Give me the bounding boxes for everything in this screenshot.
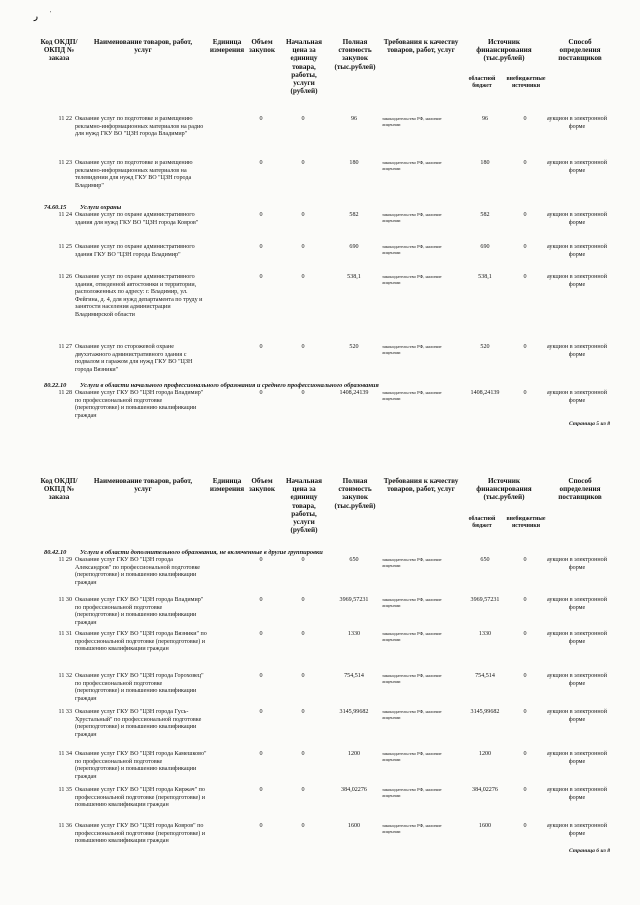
row-full-cost: 754,514 xyxy=(344,673,364,679)
row-source-regional: 690 xyxy=(480,244,490,250)
row-initial-price: 0 xyxy=(301,631,305,637)
row-name: Оказание услуг ГКУ ВО "ЦЗН города Камешково" по профессиональной подготовке (переподготовке) и повышению квалификации граждан xyxy=(75,751,207,780)
row-method: аукцион в электронной форме xyxy=(547,344,607,358)
row-source-extra: 0 xyxy=(523,823,527,829)
row-method: аукцион в электронной форме xyxy=(547,160,607,174)
row-name: Оказание услуг ГКУ ВО "ЦЗН города Киржач" по профессиональной подготовке (переподготовке) и повышению квалификации граждан xyxy=(75,787,206,808)
row-name: Оказание услуг по охране административного здания для нужд ГКУ ВО "ЦЗН города Ковров" xyxy=(75,212,199,226)
row-requirements: законодательство РФ, наличие лицензии xyxy=(382,673,442,684)
row-source-extra: 0 xyxy=(523,212,527,218)
corner-mark: ر xyxy=(34,12,38,21)
row-name: Оказание услуг ГКУ ВО "ЦЗН города Александров" по профессиональной подготовке (переподготовке) и повышению квалификации граждан xyxy=(75,557,200,586)
row-source-regional: 1408,24139 xyxy=(470,390,500,396)
row-full-cost: 520 xyxy=(349,344,359,350)
row-full-cost: 96 xyxy=(350,116,358,122)
row-source-extra: 0 xyxy=(523,390,527,396)
row-full-cost: 3969,57231 xyxy=(339,597,369,603)
header-source-regional: областной бюджет xyxy=(468,516,496,529)
row-full-cost: 1408,24139 xyxy=(339,390,369,396)
row-method: аукцион в электронной форме xyxy=(547,787,607,801)
row-initial-price: 0 xyxy=(301,160,305,166)
row-volume: 0 xyxy=(259,823,263,829)
row-initial-price: 0 xyxy=(301,751,305,757)
row-source-regional: 1200 xyxy=(478,751,492,757)
row-volume: 0 xyxy=(259,116,263,122)
row-volume: 0 xyxy=(259,390,263,396)
row-full-cost: 582 xyxy=(349,212,359,218)
row-method: аукцион в электронной форме xyxy=(547,751,607,765)
section-code: 80.42.10 xyxy=(44,549,67,556)
row-code: 11 32 xyxy=(58,673,72,679)
header-name: Наименование товаров, работ, услуг xyxy=(93,38,193,55)
row-method: аукцион в электронной форме xyxy=(547,274,607,288)
row-code: 11 35 xyxy=(58,787,72,793)
section-code: 74.60.15 xyxy=(44,204,67,211)
page-number: Страница 6 из 8 xyxy=(569,848,610,854)
row-name: Оказание услуг ГКУ ВО "ЦЗН города Гусь-Хрустальный" по профессиональной подготовке (переподготовке) и повышению квалификации граждан xyxy=(75,709,202,738)
row-requirements: законодательство РФ, наличие лицензии xyxy=(382,751,442,762)
row-requirements: законодательство РФ, наличие лицензии xyxy=(382,787,442,798)
header-volume: Объем закупок xyxy=(249,477,275,494)
row-source-extra: 0 xyxy=(523,344,527,350)
row-volume: 0 xyxy=(259,212,263,218)
row-initial-price: 0 xyxy=(301,344,305,350)
header-code: Код ОКДП/ ОКПД № заказа xyxy=(40,38,78,63)
row-name: Оказание услуг по подготовке и размещению рекламно-информационных материалов на радио для нужд ГКУ ВО "ЦЗН города Владимир" xyxy=(75,116,204,137)
row-name: Оказание услуг ГКУ ВО "ЦЗН города Вязники" по профессиональной подготовке (переподготовке) и повышению квалификации граждан xyxy=(75,631,207,652)
row-source-extra: 0 xyxy=(523,116,527,122)
row-code: 11 34 xyxy=(58,751,72,757)
row-requirements: законодательство РФ, наличие лицензии xyxy=(382,631,442,642)
header-volume: Объем закупок xyxy=(249,38,275,55)
row-initial-price: 0 xyxy=(301,390,305,396)
row-code: 11 29 xyxy=(58,557,72,563)
row-full-cost: 690 xyxy=(349,244,359,250)
row-volume: 0 xyxy=(259,244,263,250)
row-initial-price: 0 xyxy=(301,212,305,218)
row-full-cost: 650 xyxy=(349,557,359,563)
section-title: Услуги в области дополнительного образования, не включенные в другие группировки xyxy=(80,549,323,556)
row-volume: 0 xyxy=(259,787,263,793)
row-volume: 0 xyxy=(259,751,263,757)
header-requirements: Требования к качеству товаров, работ, услуг xyxy=(383,38,459,55)
document-page-6 xyxy=(0,465,640,905)
row-source-regional: 520 xyxy=(480,344,490,350)
row-source-extra: 0 xyxy=(523,673,527,679)
header-source-extra: внебюджетные источники xyxy=(506,516,546,529)
row-initial-price: 0 xyxy=(301,787,305,793)
row-source-regional: 96 xyxy=(481,116,489,122)
row-full-cost: 538,1 xyxy=(347,274,361,280)
row-full-cost: 1330 xyxy=(347,631,361,637)
row-volume: 0 xyxy=(259,597,263,603)
row-source-regional: 3969,57231 xyxy=(470,597,500,603)
row-source-extra: 0 xyxy=(523,244,527,250)
row-volume: 0 xyxy=(259,557,263,563)
row-method: аукцион в электронной форме xyxy=(547,823,607,837)
row-source-regional: 3145,99682 xyxy=(470,709,500,715)
row-code: 11 33 xyxy=(58,709,72,715)
row-source-regional: 754,514 xyxy=(475,673,495,679)
row-volume: 0 xyxy=(259,673,263,679)
row-source-extra: 0 xyxy=(523,597,527,603)
row-code: 11 30 xyxy=(58,597,72,603)
row-code: 11 36 xyxy=(58,823,72,829)
corner-mark-dot: ' xyxy=(50,11,52,17)
row-method: аукцион в электронной форме xyxy=(547,244,607,258)
row-name: Оказание услуг по подготовке и размещению рекламно-информационных материалов на телевидении для нужд ГКУ ВО "ЦЗН города Владимир" xyxy=(75,160,193,189)
header-source-extra: внебюджетные источники xyxy=(506,76,546,89)
row-requirements: законодательство РФ, наличие лицензии xyxy=(382,344,442,355)
header-method: Способ определения поставщиков xyxy=(558,38,602,63)
row-initial-price: 0 xyxy=(301,274,305,280)
header-source: Источник финансирования (тыс.рублей) xyxy=(476,477,532,502)
header-source: Источник финансирования (тыс.рублей) xyxy=(476,38,532,63)
header-method: Способ определения поставщиков xyxy=(558,477,602,502)
row-full-cost: 1600 xyxy=(347,823,361,829)
row-source-regional: 650 xyxy=(480,557,490,563)
row-name: Оказание услуг ГКУ ВО "ЦЗН города Гороховец" по профессиональной подготовке (переподготовке) и повышению квалификации граждан xyxy=(75,673,204,702)
row-full-cost: 384,02276 xyxy=(341,787,367,793)
row-requirements: законодательство РФ, наличие лицензии xyxy=(382,709,442,720)
row-requirements: законодательство РФ, наличие лицензии xyxy=(382,597,442,608)
row-initial-price: 0 xyxy=(301,823,305,829)
row-code: 11 28 xyxy=(58,390,72,396)
row-volume: 0 xyxy=(259,274,263,280)
row-source-regional: 1330 xyxy=(478,631,492,637)
row-source-regional: 1600 xyxy=(478,823,492,829)
header-initial-price: Начальная цена за единицу товара, работы, услуги (рублей) xyxy=(285,38,323,96)
document-page-5 xyxy=(0,0,640,440)
row-method: аукцион в электронной форме xyxy=(547,709,607,723)
section-title: Услуги в области начального профессионального образования и среднего профессионального образования xyxy=(80,382,379,389)
header-unit: Единица измерения xyxy=(209,38,245,55)
header-initial-price: Начальная цена за единицу товара, работы, услуги (рублей) xyxy=(285,477,323,535)
row-source-regional: 538,1 xyxy=(478,274,492,280)
row-volume: 0 xyxy=(259,344,263,350)
row-method: аукцион в электронной форме xyxy=(547,212,607,226)
row-initial-price: 0 xyxy=(301,597,305,603)
row-source-extra: 0 xyxy=(523,631,527,637)
row-name: Оказание услуг по охране административного здания, отведенной автостоянки и территории, расположенных по адресу: г. Владимир, ул. Фейгина, д. 4, для нужд департамента по труду и занятости населения администрации Владимирской области xyxy=(75,274,203,318)
row-source-regional: 384,02276 xyxy=(472,787,498,793)
row-initial-price: 0 xyxy=(301,709,305,715)
row-source-extra: 0 xyxy=(523,274,527,280)
row-name: Оказание услуг по сторожевой охране двухэтажного административного здания с подвалом и гаражом для нужд ГКУ ВО "ЦЗН города Вязники" xyxy=(75,344,193,373)
header-full-cost: Полная стоимость закупок (тыс.рублей) xyxy=(334,477,376,510)
row-code: 11 31 xyxy=(58,631,72,637)
row-requirements: законодательство РФ, наличие лицензии xyxy=(382,274,442,285)
row-initial-price: 0 xyxy=(301,673,305,679)
row-source-regional: 180 xyxy=(480,160,490,166)
row-name: Оказание услуг по охране административного здания ГКУ ВО "ЦЗН города Владимир" xyxy=(75,244,195,258)
row-volume: 0 xyxy=(259,709,263,715)
row-initial-price: 0 xyxy=(301,116,305,122)
row-requirements: законодательство РФ, наличие лицензии xyxy=(382,390,442,401)
row-full-cost: 180 xyxy=(349,160,359,166)
header-code: Код ОКДП/ ОКПД № заказа xyxy=(40,477,78,502)
row-requirements: законодательство РФ, наличие лицензии xyxy=(382,212,442,223)
row-requirements: законодательство РФ, наличие лицензии xyxy=(382,244,442,255)
row-source-extra: 0 xyxy=(523,557,527,563)
row-method: аукцион в электронной форме xyxy=(547,116,607,130)
row-name: Оказание услуг ГКУ ВО "ЦЗН города Ковров" по профессиональной подготовке (переподготовке) и повышению квалификации граждан xyxy=(75,823,206,844)
row-code: 11 23 xyxy=(58,160,72,166)
row-requirements: законодательство РФ, наличие лицензии xyxy=(382,823,442,834)
row-full-cost: 3145,99682 xyxy=(339,709,369,715)
header-full-cost: Полная стоимость закупок (тыс.рублей) xyxy=(334,38,376,71)
section-code: 80.22.10 xyxy=(44,382,67,389)
row-requirements: законодательство РФ, наличие лицензии xyxy=(382,116,442,127)
row-method: аукцион в электронной форме xyxy=(547,673,607,687)
row-name: Оказание услуг ГКУ ВО "ЦЗН города Владимир" по профессиональной подготовке (переподготовке) и повышению квалификации граждан xyxy=(75,597,204,626)
row-source-extra: 0 xyxy=(523,709,527,715)
row-code: 11 27 xyxy=(58,344,72,350)
row-volume: 0 xyxy=(259,160,263,166)
row-source-extra: 0 xyxy=(523,160,527,166)
row-method: аукцион в электронной форме xyxy=(547,557,607,571)
row-volume: 0 xyxy=(259,631,263,637)
row-code: 11 22 xyxy=(58,116,72,122)
row-requirements: законодательство РФ, наличие лицензии xyxy=(382,160,442,171)
row-method: аукцион в электронной форме xyxy=(547,597,607,611)
row-code: 11 25 xyxy=(58,244,72,250)
header-name: Наименование товаров, работ, услуг xyxy=(93,477,193,494)
row-method: аукцион в электронной форме xyxy=(547,631,607,645)
page-number: Страница 5 из 8 xyxy=(569,421,610,427)
row-source-extra: 0 xyxy=(523,787,527,793)
row-full-cost: 1200 xyxy=(347,751,361,757)
row-name: Оказание услуг ГКУ ВО "ЦЗН города Владимир" по профессиональной подготовке (переподготовке) и повышению квалификации граждан xyxy=(75,390,204,419)
row-method: аукцион в электронной форме xyxy=(547,390,607,404)
row-source-extra: 0 xyxy=(523,751,527,757)
row-requirements: законодательство РФ, наличие лицензии xyxy=(382,557,442,568)
row-initial-price: 0 xyxy=(301,557,305,563)
header-source-regional: областной бюджет xyxy=(468,76,496,89)
row-code: 11 26 xyxy=(58,274,72,280)
row-source-regional: 582 xyxy=(480,212,490,218)
row-initial-price: 0 xyxy=(301,244,305,250)
row-code: 11 24 xyxy=(58,212,72,218)
section-title: Услуги охраны xyxy=(80,204,122,211)
header-unit: Единица измерения xyxy=(209,477,245,494)
header-requirements: Требования к качеству товаров, работ, услуг xyxy=(383,477,459,494)
